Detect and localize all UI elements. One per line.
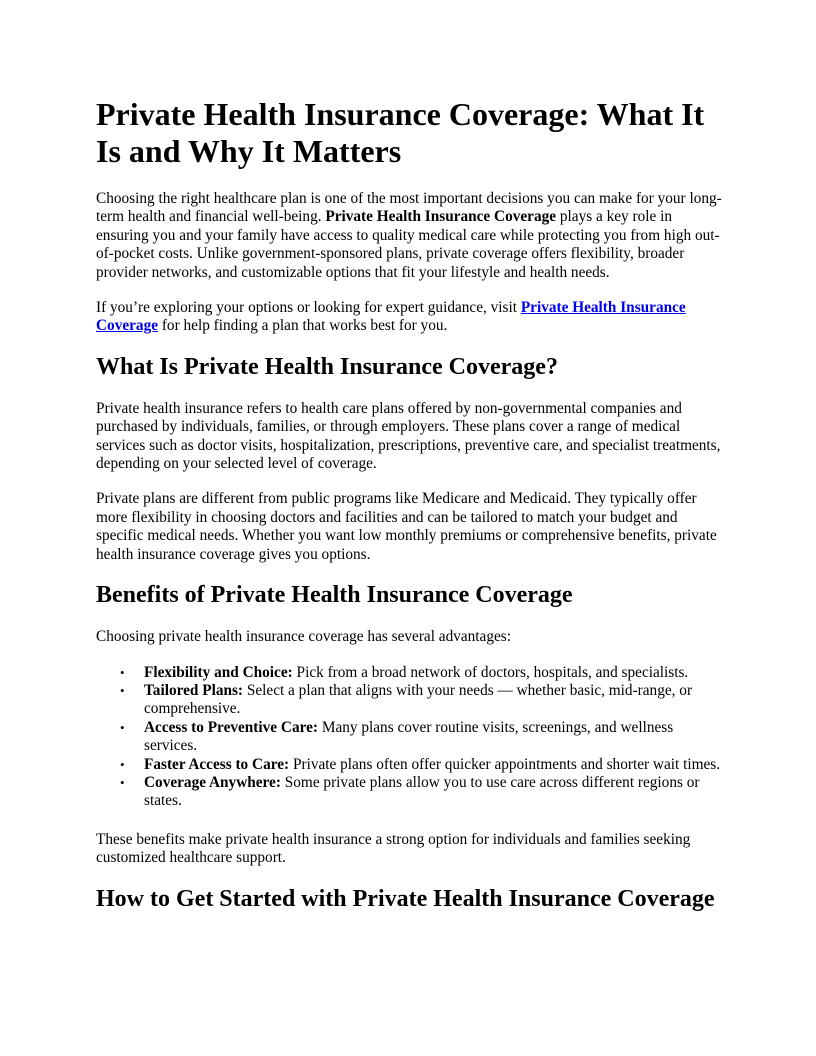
list-item <box>120 755 722 774</box>
intro-paragraph <box>96 190 722 282</box>
intro-text-end: plays a key role in ensuring you and your family have access to quality medical care while protecting you from high out-of-pocket costs. Unlike government-sponsored plans, private coverage offers flexibility, broader provider networks, and customizable options that fit your lifestyle and health needs. <box>96 208 720 281</box>
section-heading-benefits: Benefits of Private Health Insurance Coverage <box>96 582 573 609</box>
bullet-icon: • <box>120 719 125 735</box>
benefit-text: Private plans often offer quicker appointments and shorter wait times. <box>289 755 721 773</box>
benefit-label: Access to Preventive Care: <box>144 718 319 736</box>
bullet-icon: • <box>120 756 125 772</box>
list-item <box>120 681 722 719</box>
document-page <box>96 96 722 932</box>
benefit-label: Tailored Plans: <box>144 681 244 699</box>
guidance-text-start: If you’re exploring your options or looking for expert guidance, visit <box>96 299 521 317</box>
benefit-text: Select a plan that aligns with your needs — whether basic, mid-range, or comprehensive. <box>144 681 693 718</box>
section-heading-get-started: How to Get Started with Private Health Insurance Coverage <box>96 885 715 912</box>
section-heading-what: What Is Private Health Insurance Coverage? <box>96 353 558 380</box>
benefit-label: Coverage Anywhere: <box>144 773 281 791</box>
bullet-icon: • <box>120 682 125 698</box>
benefit-text: Some private plans allow you to use care across different regions or states. <box>144 773 700 810</box>
benefits-list <box>96 664 722 811</box>
guidance-paragraph <box>96 299 722 336</box>
list-item <box>120 718 722 756</box>
benefits-lead: Choosing private health insurance coverage has several advantages: <box>96 628 511 646</box>
bullet-icon: • <box>120 664 125 680</box>
page-title: Private Health Insurance Coverage: What It Is and Why It Matters <box>96 96 705 169</box>
benefit-text: Pick from a broad network of doctors, hospitals, and specialists. <box>292 663 689 681</box>
benefit-text: Many plans cover routine visits, screenings, and wellness services. <box>144 718 674 755</box>
benefit-label: Faster Access to Care: <box>144 755 290 773</box>
guidance-text-end: for help finding a plan that works best for you. <box>158 317 448 335</box>
intro-bold-phrase: Private Health Insurance Coverage <box>325 208 557 226</box>
benefit-label: Flexibility and Choice: <box>144 663 293 681</box>
bullet-icon: • <box>120 774 125 790</box>
list-item <box>120 773 722 811</box>
list-item <box>120 663 722 682</box>
what-paragraph-2: Private plans are different from public programs like Medicare and Medicaid. They typically offer more flexibility in choosing doctors and facilities and can be tailored to match your budget and specific medical needs. Whether you want low monthly premiums or comprehensive benefits, private health insurance coverage gives you options. <box>96 490 717 563</box>
what-paragraph-1: Private health insurance refers to health care plans offered by non-governmental companies and purchased by individuals, families, or through employers. These plans cover a range of medical services such as doctor visits, hospitalization, prescriptions, preventive care, and specialist treatments, depending on your selected level of coverage. <box>96 399 721 473</box>
intro-text-start: Choosing the right healthcare plan is one of the most important decisions you can make for your long-term health and financial well-being. <box>96 190 722 226</box>
benefits-closing: These benefits make private health insurance a strong option for individuals and families seeking customized healthcare support. <box>96 830 691 867</box>
coverage-link[interactable]: Private Health Insurance Coverage <box>96 299 686 335</box>
